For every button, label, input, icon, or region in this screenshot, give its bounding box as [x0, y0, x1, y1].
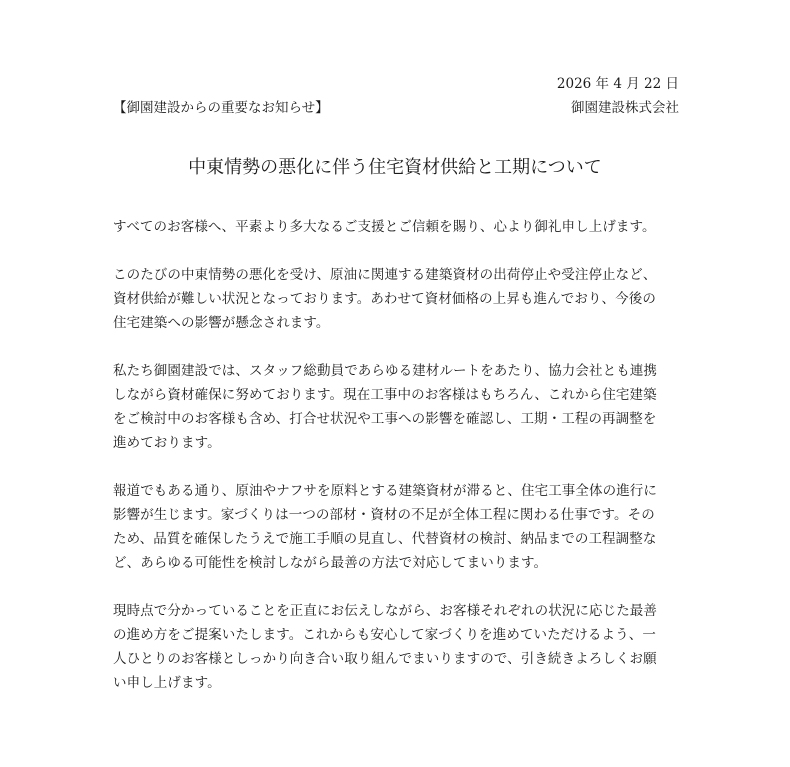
paragraph-3 — [113, 359, 683, 455]
paragraph-4 — [113, 479, 683, 575]
paragraph-line: をご検討中のお客様も含め、打合せ状況や工事への影響を確認し、工期・工程の再調整を — [113, 411, 657, 427]
paragraph-line: 現時点で分かっていることを正直にお伝えしながら、お客様それぞれの状況に応じた最善 — [113, 603, 657, 619]
paragraph-line: 進めております。 — [113, 435, 221, 451]
company-name: 御園建設株式会社 — [571, 100, 679, 116]
paragraph-line: の進め方をご提案いたします。これからも安心して家づくりを進めていただけるよう、一 — [113, 627, 656, 643]
paragraph-5 — [113, 599, 683, 695]
paragraph-1 — [113, 215, 683, 239]
paragraph-line: 資材供給が難しい状況となっております。あわせて資材価格の上昇も進んでおり、今後の — [113, 291, 656, 307]
paragraph-line: ため、品質を確保したうえで施工手順の見直し、代替資材の検討、納品までの工程調整な — [113, 531, 657, 547]
issue-date: 2026 年 4 月 22 日 — [556, 76, 679, 92]
document-title: 中東情勢の悪化に伴う住宅資材供給と工期について — [188, 157, 602, 178]
paragraph-line: 住宅建築への影響が懸念されます。 — [113, 315, 330, 331]
paragraph-line: しながら資材確保に努めております。現在工事中のお客様はもちろん、これから住宅建築 — [113, 387, 657, 403]
paragraph-2 — [113, 263, 683, 335]
paragraph-line: このたびの中東情勢の悪化を受け、原油に関連する建築資材の出荷停止や受注停止など、 — [113, 267, 657, 283]
notice-label: 【御園建設からの重要なお知らせ】 — [113, 100, 329, 116]
paragraph-line: い申し上げます。 — [113, 675, 221, 691]
paragraph-line: すべてのお客様へ、平素より多大なるご支援とご信頼を賜り、心より御礼申し上げます。 — [113, 219, 656, 235]
document-body — [113, 215, 683, 719]
paragraph-line: 報道でもある通り、原油やナフサを原料とする建築資材が滞ると、住宅工事全体の進行に — [113, 483, 657, 499]
paragraph-line: ど、あらゆる可能性を検討しながら最善の方法で対応してまいります。 — [113, 555, 548, 571]
paragraph-line: 影響が生じます。家づくりは一つの部材・資材の不足が全体工程に関わる仕事です。その — [113, 507, 655, 523]
paragraph-line: 人ひとりのお客様としっかり向き合い取り組んでまいりますので、引き続きよろしくお願 — [113, 651, 657, 667]
paragraph-line: 私たち御園建設では、スタッフ総動員であらゆる建材ルートをあたり、協力会社とも連携 — [113, 363, 657, 379]
